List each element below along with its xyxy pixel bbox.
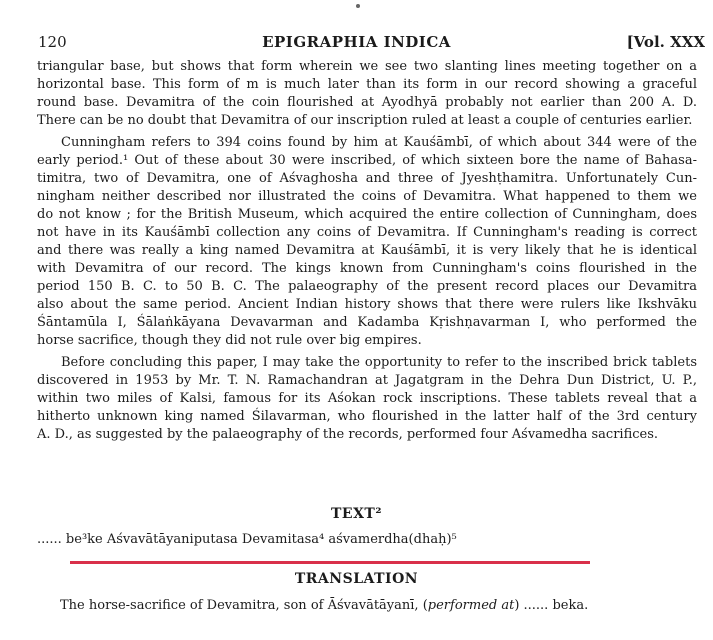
running-header [0,33,713,53]
text-line: horse sacrifice, though they did not rule over big empires. [37,333,422,348]
paragraph-1 [37,58,697,130]
translation-prefix: The horse-sacrifice of Devamitra, son of Āśvavātāyanī, ( [60,598,428,613]
text-line: ningham neither described nor illustrated the coins of Devamitra. What happened to them we [37,189,697,204]
page-number: 120 [38,33,67,51]
journal-title: EPIGRAPHIA INDICA [262,33,451,51]
text-line: hitherto unknown king named Śilavarman, who flourished in the latter half of the 3rd century [37,409,697,424]
text-line: A. D., as suggested by the palaeography of the records, performed four Aśvamedha sacrifices. [37,427,659,442]
text-line: not have in its Kauśāmbī collection any coins of Devamitra. If Cunningham's reading is correct [37,225,697,240]
text-line: timitra, two of Devamitra, one of Aśvaghosha and three of Jyeshṭhamitra. Unfortunately Cun- [37,171,697,186]
paragraph-3 [37,354,697,444]
red-underline-divider [70,561,590,564]
scan-mark [356,4,360,8]
translation-heading: TRANSLATION [294,571,419,587]
translation-suffix: ) ...... beka. [514,598,589,613]
translation-italic: performed at [427,598,515,613]
text-line: round base. Devamitra of the coin flourished at Ayodhyā probably not earlier than 200 A. D. [37,95,697,110]
text-line: Cunningham refers to 394 coins found by him at Kauśāmbī, of which about 344 were of the [61,135,697,150]
text-line: and there was really a king named Devamitra at Kauśāmbī, it is very likely that he is identical [37,243,697,258]
text-line: horizontal base. This form of m is much later than its form in our record showing a graceful [37,77,697,92]
translation-line [60,598,588,613]
text-line: also about the same period. Ancient Indian history shows that there were rulers like Ikshvāku [37,297,697,312]
text-line: discovered in 1953 by Mr. T. N. Ramachandran at Jagatgram in the Dehra Dun District, U. P., [37,373,697,388]
text-line: do not know ; for the British Museum, which acquired the entire collection of Cunningham, does [37,207,697,222]
inscription-text-line: ...... be³ke Aśvavātāyaniputasa Devamitasa⁴ aśvamerdha(dhaḥ)⁵ [37,532,457,547]
text-line: period 150 B. C. to 50 B. C. The palaeography of the present record places our Devamitra [37,279,697,294]
volume-label: [Vol. XXX [626,33,705,51]
paragraph-2 [37,134,697,350]
body-text [37,58,697,444]
text-line: within two miles of Kalsi, famous for its Aśokan rock inscriptions. These tablets reveal that a [37,391,697,406]
text-line: Śāntamūla I, Śālaṅkāyana Devavarman and Kadamba Kṛishṇavarman I, who performed the [37,315,697,330]
text-line: with Devamitra of our record. The kings known from Cunningham's coins flourished in the [37,261,697,276]
text-line: early period.¹ Out of these about 30 were inscribed, of which sixteen bore the name of Bahasa- [37,153,697,168]
text-line: triangular base, but shows that form wherein we see two slanting lines meeting together on a [37,59,697,74]
text-line: There can be no doubt that Devamitra of our inscription ruled at least a couple of centuries earlier. [37,113,693,128]
text-heading: TEXT² [330,506,382,522]
text-line: Before concluding this paper, I may take the opportunity to refer to the inscribed brick tablets [61,355,697,370]
